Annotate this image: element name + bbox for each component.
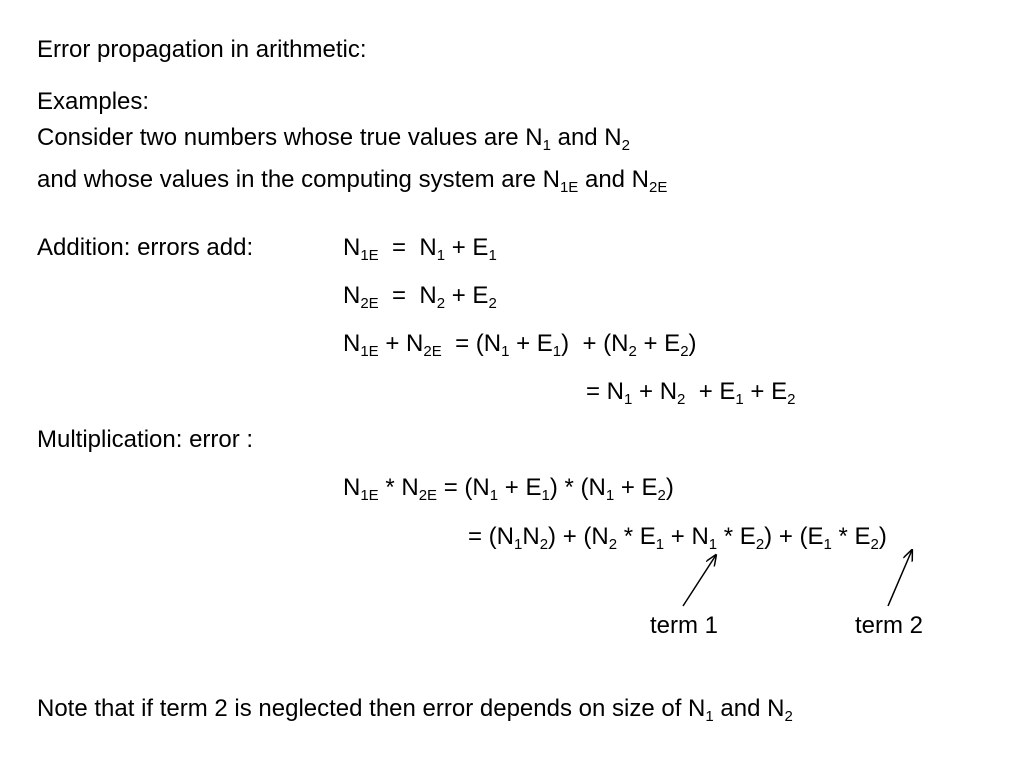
term-2-arrow <box>888 550 912 606</box>
addition-equation-3: $N_{1E} + N_{2E} = (N_1 + E_1) + (N_2 + E_2)$ <box>343 330 697 360</box>
intro-line-1: Consider two numbers whose true values are $N_1$ and $N_2$ <box>37 124 630 154</box>
multiplication-equation-1: $N_{1E} * N_{2E} = (N_1 + E_1) * (N_1 + E_2)$ <box>343 474 674 504</box>
multiplication-equation-2: = $(N_1N_2) + (N_2 * E_1 + N_1 * E_2) + (E_1 * E_2)$ <box>468 523 887 553</box>
addition-equation-4: = $N_1 + N_2 + E_1 + E_2$ <box>586 378 796 408</box>
addition-equation-1: $N_{1E} = N_1 + E_1$ <box>343 234 497 264</box>
multiplication-label: Multiplication: error : <box>37 426 254 453</box>
addition-label: Addition: errors add: <box>37 234 254 261</box>
intro-line-2: and whose values in the computing system are $N_{1E}$ and $N_{2E}$ <box>37 166 668 196</box>
term-2-label: term 2 <box>855 612 924 639</box>
term-1-arrow <box>683 555 716 606</box>
slide-title: Error propagation in arithmetic: <box>37 36 367 63</box>
note-line: Note that if term 2 is neglected then error depends on size of $N_1$ and $N_2$ <box>37 695 793 725</box>
term-1-label: term 1 <box>650 612 719 639</box>
examples-heading: Examples: <box>37 88 150 115</box>
addition-equation-2: $N_{2E} = N_2 + E_2$ <box>343 282 497 312</box>
